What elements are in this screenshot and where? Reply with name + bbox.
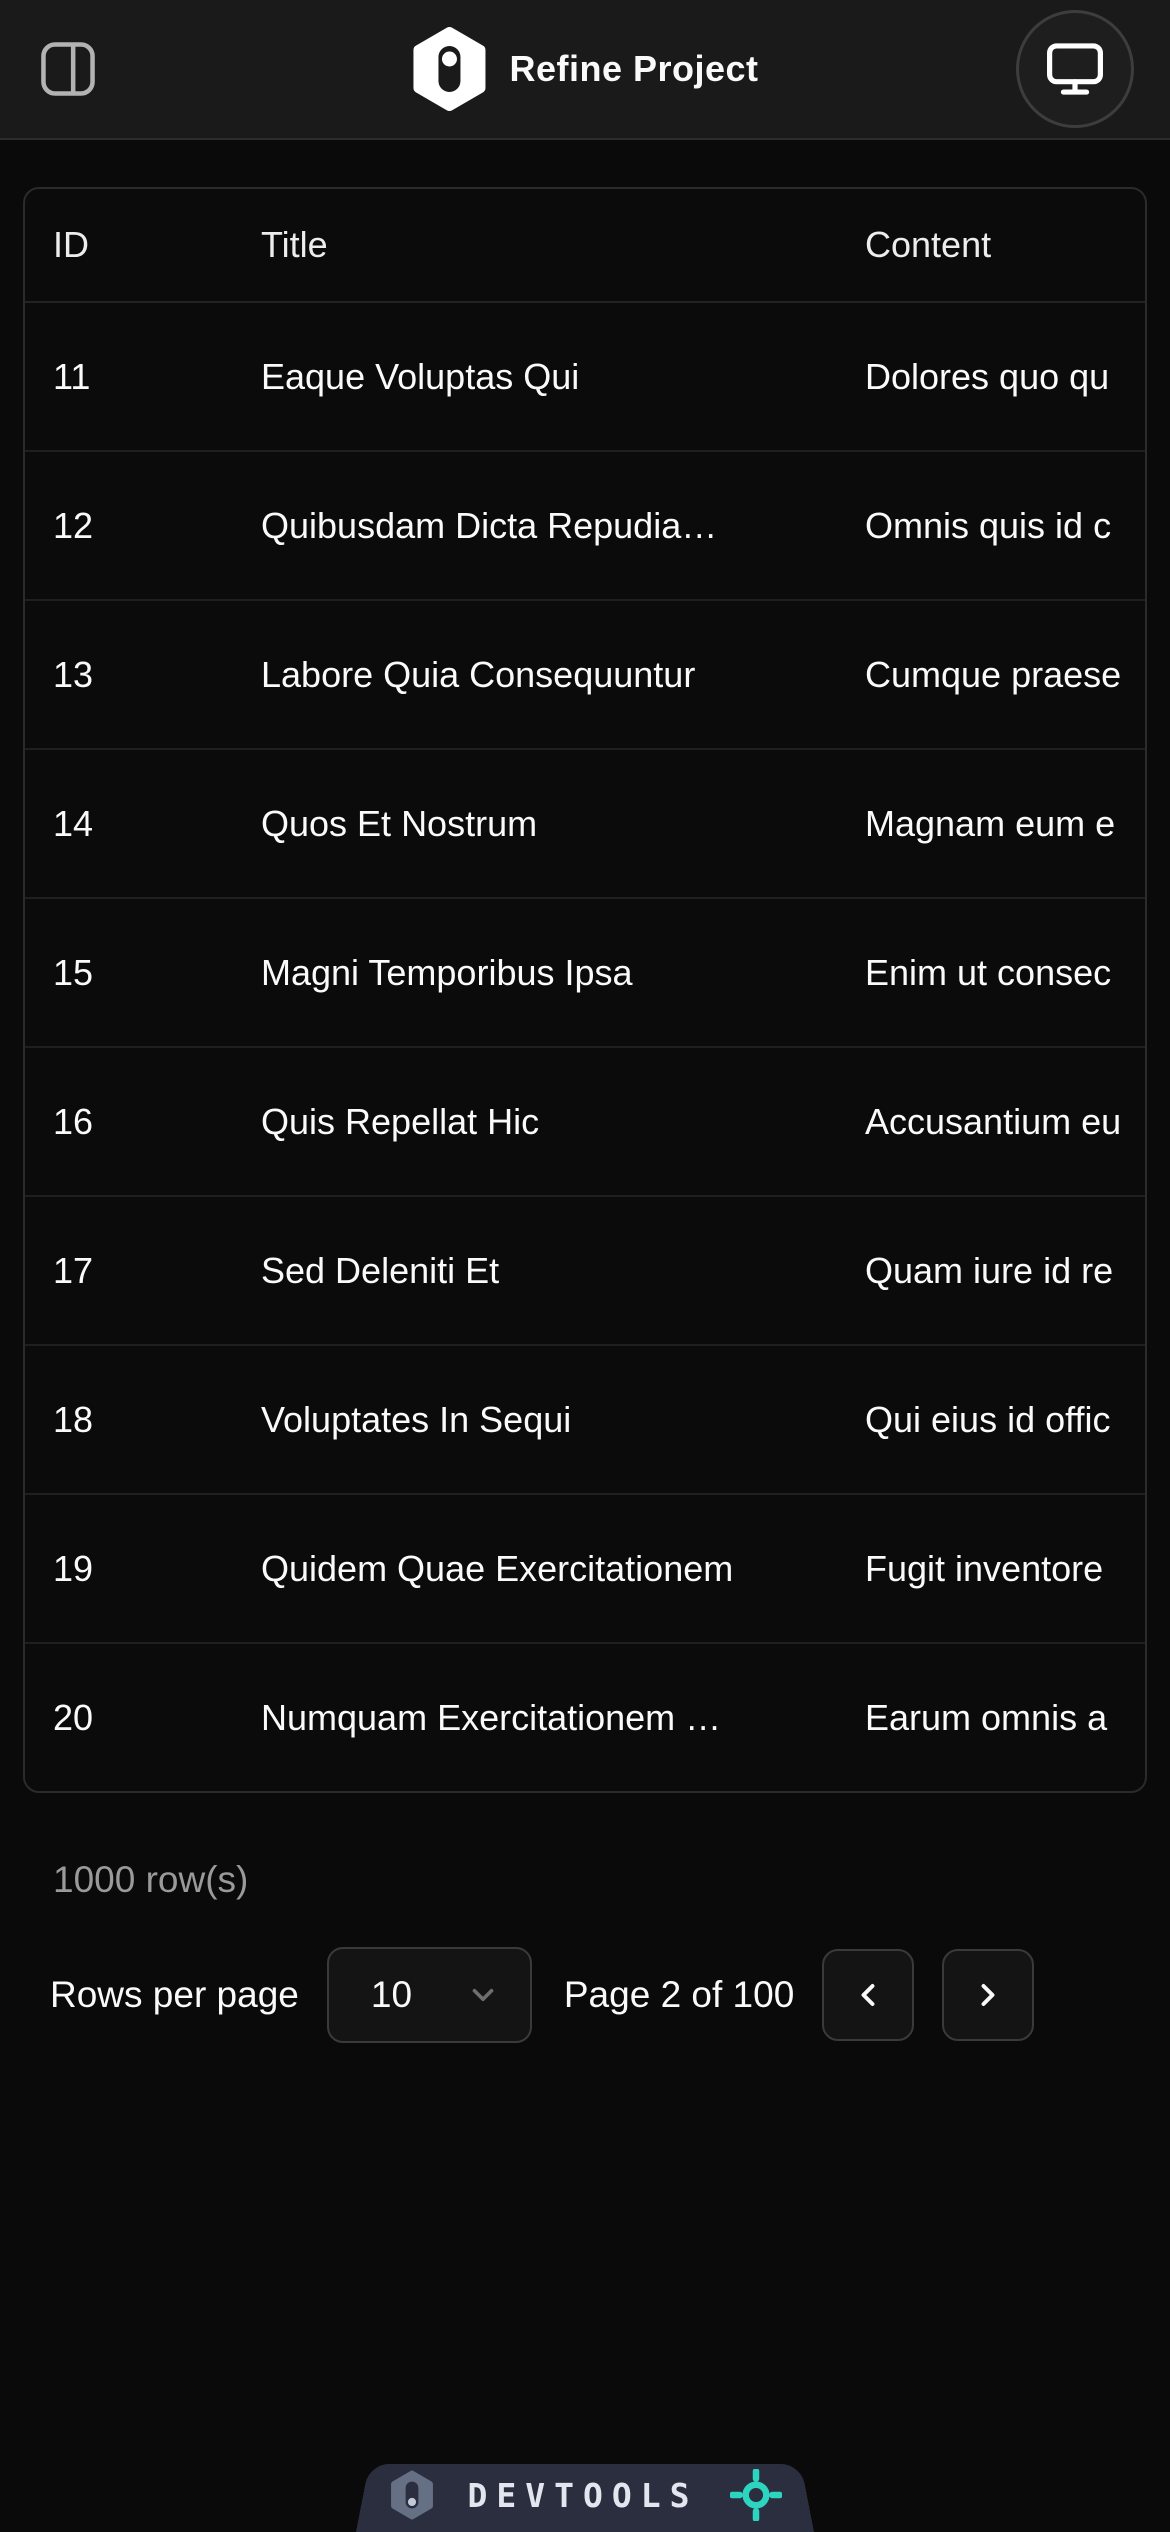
brand — [411, 26, 758, 112]
row-content: Qui eius id offic — [865, 1398, 1111, 1440]
table-row — [25, 1048, 1145, 1197]
table-row — [25, 1197, 1145, 1346]
row-title: Eaque Voluptas Qui — [261, 355, 580, 397]
table-row — [25, 303, 1145, 452]
table-header-row — [25, 189, 1145, 303]
row-content: Quam iure id re — [865, 1249, 1114, 1291]
table-row — [25, 452, 1145, 601]
row-content: Cumque praese — [865, 653, 1122, 695]
refine-devtools-logo-icon — [388, 2470, 436, 2520]
table-row — [25, 1346, 1145, 1495]
table-row — [25, 899, 1145, 1048]
row-title: Labore Quia Consequuntur — [261, 653, 696, 695]
next-page-button[interactable] — [942, 1949, 1034, 2041]
page-indicator: Page 2 of 100 — [563, 1974, 795, 2015]
row-content: Earum omnis a — [865, 1696, 1108, 1738]
sidebar-toggle-button[interactable] — [36, 37, 100, 101]
app-bar — [0, 0, 1170, 140]
page-size-value: 10 — [370, 1974, 413, 2015]
row-id: 13 — [53, 653, 94, 695]
device-preview-button[interactable] — [1016, 10, 1134, 128]
rows-per-page-label: Rows per page — [50, 1974, 299, 2015]
row-content: Magnam eum e — [865, 802, 1116, 844]
chevron-down-icon — [466, 1978, 500, 2012]
row-title: Numquam Exercitationem … — [261, 1696, 722, 1738]
row-title: Voluptates In Sequi — [261, 1398, 572, 1440]
pagination-controls — [50, 1947, 1170, 2043]
row-id: 19 — [53, 1547, 94, 1589]
row-title: Sed Deleniti Et — [261, 1249, 500, 1291]
table-row — [25, 750, 1145, 899]
chevron-right-icon — [970, 1977, 1006, 2013]
chevron-left-icon — [850, 1977, 886, 2013]
total-rows-label: 1000 row(s) — [53, 1859, 249, 1900]
panel-toggle-icon — [37, 38, 99, 100]
row-id: 17 — [53, 1249, 94, 1291]
row-title: Quidem Quae Exercitationem — [261, 1547, 734, 1589]
column-header-id: ID — [53, 224, 89, 266]
devtools-label: DEVTOOLS — [467, 2475, 699, 2515]
row-id: 16 — [53, 1100, 94, 1142]
row-content: Dolores quo qu — [865, 355, 1110, 397]
row-id: 20 — [53, 1696, 94, 1738]
table-row — [25, 601, 1145, 750]
row-id: 12 — [53, 504, 94, 546]
row-content: Enim ut consec — [865, 951, 1112, 993]
row-id: 18 — [53, 1398, 94, 1440]
row-title: Magni Temporibus Ipsa — [261, 951, 633, 993]
table-row — [25, 1644, 1145, 1791]
previous-page-button[interactable] — [822, 1949, 914, 2041]
row-id: 14 — [53, 802, 94, 844]
table-row — [25, 1495, 1145, 1644]
column-header-title: Title — [261, 224, 328, 266]
refine-logo-icon — [411, 26, 487, 112]
column-header-content: Content — [865, 224, 992, 266]
row-content: Fugit inventore — [865, 1547, 1104, 1589]
content-area — [0, 187, 1170, 2043]
row-id: 11 — [53, 355, 91, 397]
row-content: Omnis quis id c — [865, 504, 1112, 546]
row-title: Quibusdam Dicta Repudia… — [261, 504, 718, 546]
row-id: 15 — [53, 951, 94, 993]
page-title: Refine Project — [509, 48, 759, 89]
row-title: Quos Et Nostrum — [261, 802, 538, 844]
inspector-crosshair-icon[interactable] — [730, 2469, 782, 2521]
row-title: Quis Repellat Hic — [261, 1100, 540, 1142]
page-size-select[interactable] — [327, 1947, 532, 2043]
table-body — [25, 303, 1145, 1791]
row-content: Accusantium eu — [865, 1100, 1122, 1142]
monitor-icon — [1045, 41, 1105, 97]
data-table-card[interactable] — [23, 187, 1147, 1793]
devtools-bar[interactable] — [356, 2458, 814, 2532]
